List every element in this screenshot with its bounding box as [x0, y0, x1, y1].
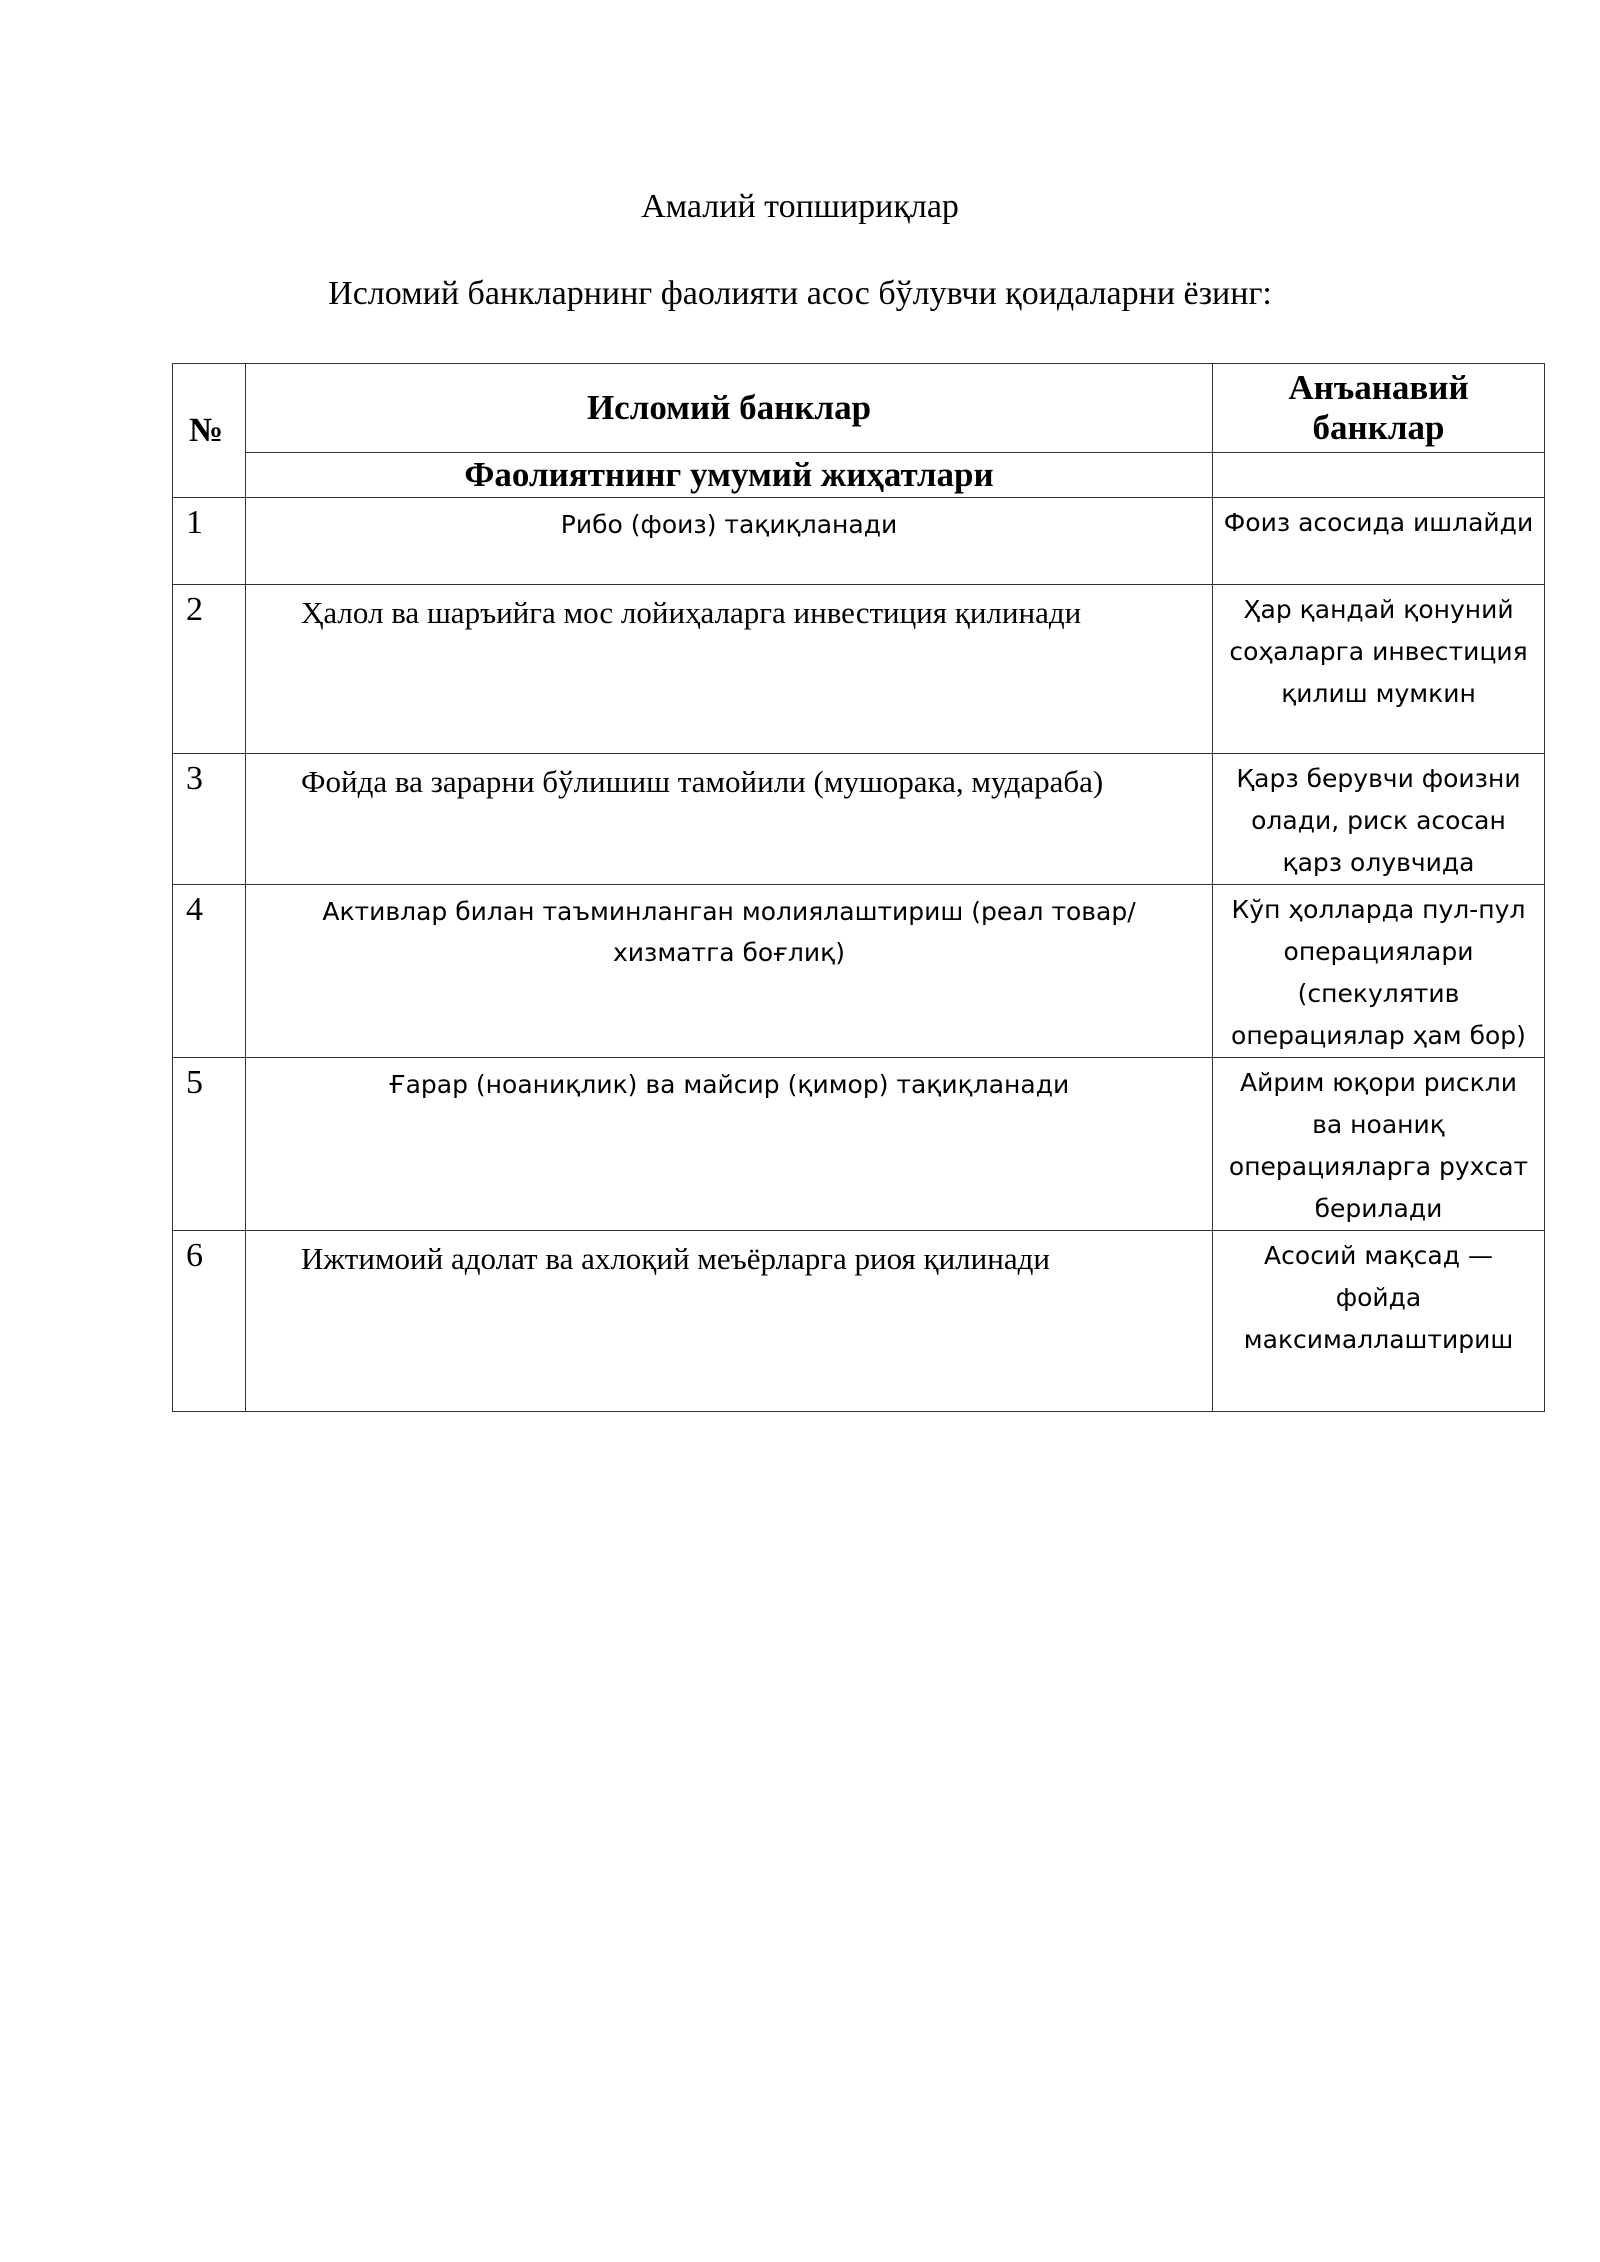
islamic-cell: Ижтимоий адолат ва ахлоқий меъёрларга риоя қилинади	[246, 1231, 1213, 1412]
islamic-cell: Ҳалол ва шаръийга мос лойиҳаларга инвестиция қилинади	[246, 585, 1213, 754]
islamic-cell: Рибо (фоиз) тақиқланади	[246, 498, 1213, 585]
table-row	[173, 1058, 1545, 1231]
document-subtitle: Исломий банкларнинг фаолияти асос бўлувчи қоидаларни ёзинг:	[328, 275, 1272, 312]
header-traditional-line2: банклар	[1312, 408, 1445, 447]
section-heading: Фаолиятнинг умумий жиҳатлари	[246, 453, 1213, 498]
table-section-row	[173, 453, 1545, 498]
traditional-cell: Кўп ҳолларда пул-пул операциялари (спекулятив операциялар ҳам бор)	[1213, 885, 1545, 1058]
islamic-cell: Активлар билан таъминланган молиялаштириш (реал товар/хизматга боғлиқ)	[246, 885, 1213, 1058]
table-row	[173, 885, 1545, 1058]
islamic-cell: Ғарар (ноаниқлик) ва майсир (қимор) тақиқланади	[246, 1058, 1213, 1231]
table-header-row	[173, 364, 1545, 453]
traditional-cell: Фоиз асосида ишлайди	[1213, 498, 1545, 585]
document-title: Амалий топшириқлар	[641, 188, 959, 225]
table-row	[173, 585, 1545, 754]
traditional-cell: Ҳар қандай қонуний соҳаларга инвестиция қилиш мумкин	[1213, 585, 1545, 754]
table-row	[173, 498, 1545, 585]
header-traditional-banks	[1213, 364, 1545, 453]
traditional-cell: Айрим юқори рискли ва ноаниқ операцияларга рухсат берилади	[1213, 1058, 1545, 1231]
traditional-cell: Асосий мақсад — фойда максималлаштириш	[1213, 1231, 1545, 1412]
section-empty-cell	[1213, 453, 1545, 498]
islamic-cell: Фойда ва зарарни бўлишиш тамойили (мушорака, мудараба)	[246, 754, 1213, 885]
row-number: 3	[173, 754, 246, 885]
row-number: 2	[173, 585, 246, 754]
row-number: 4	[173, 885, 246, 1058]
header-number: №	[173, 364, 246, 498]
comparison-table	[172, 363, 1545, 1412]
table-row	[173, 1231, 1545, 1412]
row-number: 1	[173, 498, 246, 585]
row-number: 6	[173, 1231, 246, 1412]
traditional-cell: Қарз берувчи фоизни олади, риск асосан қарз олувчида	[1213, 754, 1545, 885]
header-traditional-line1: Анъанавий	[1288, 368, 1469, 407]
header-islamic-banks: Исломий банклар	[246, 364, 1213, 453]
table-row	[173, 754, 1545, 885]
row-number: 5	[173, 1058, 246, 1231]
